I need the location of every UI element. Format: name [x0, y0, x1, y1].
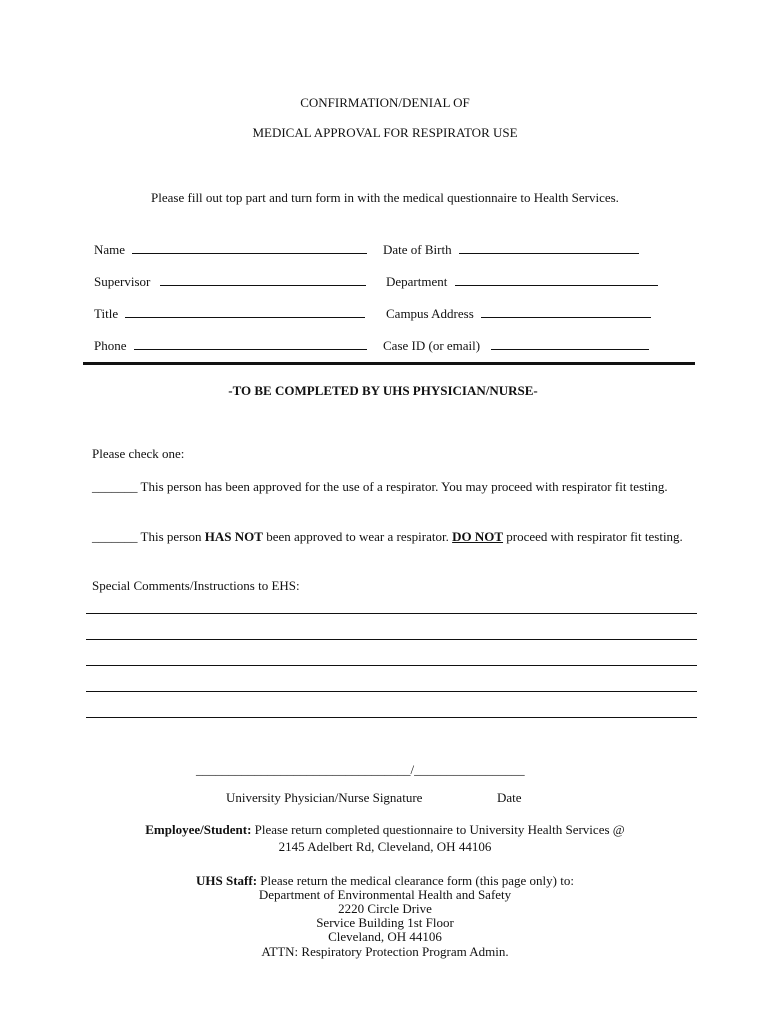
employee-address: 2145 Adelbert Rd, Cleveland, OH 44106	[278, 839, 492, 854]
approved-option-text: This person has been approved for the use of a respirator. You may proceed with respirator fit testing.	[137, 479, 668, 494]
staff-text: Please return the medical clearance form (this page only) to:	[257, 873, 574, 888]
comments-label: Special Comments/Instructions to EHS:	[92, 578, 300, 593]
not-approved-option[interactable]	[92, 528, 692, 546]
do-not-emphasis: DO NOT	[452, 529, 504, 544]
not-approved-text-post: proceed with respirator fit testing.	[503, 529, 683, 544]
campus-address-label: Campus Address	[386, 306, 474, 321]
has-not-emphasis: HAS NOT	[204, 529, 263, 544]
department-label: Department	[386, 274, 448, 289]
dob-input-line[interactable]	[459, 241, 639, 254]
ehs-department: Department of Environmental Health and Safety	[258, 887, 512, 902]
signature-date-line[interactable]: _________________________________/_________________	[196, 762, 525, 777]
campus-address-input-line[interactable]	[481, 305, 651, 318]
dob-label: Date of Birth	[383, 242, 452, 257]
department-field[interactable]	[386, 273, 658, 290]
case-id-field[interactable]	[383, 337, 649, 354]
date-label: Date	[497, 790, 522, 805]
title-label: Title	[94, 306, 119, 321]
comment-line-4[interactable]	[86, 691, 697, 692]
name-input-line[interactable]	[132, 241, 367, 254]
case-id-input-line[interactable]	[491, 337, 649, 350]
supervisor-label: Supervisor	[94, 274, 151, 289]
phone-label: Phone	[94, 338, 127, 353]
supervisor-field[interactable]	[94, 273, 366, 290]
form-title-line1: CONFIRMATION/DENIAL OF	[300, 95, 470, 110]
ehs-attn: ATTN: Respiratory Protection Program Admin.	[261, 944, 509, 959]
comment-line-3[interactable]	[86, 665, 697, 666]
ehs-city: Cleveland, OH 44106	[328, 929, 442, 944]
approved-option[interactable]	[92, 478, 692, 496]
not-approved-text-pre: This person	[137, 529, 205, 544]
check-one-label: Please check one:	[92, 446, 185, 461]
instructions-text: Please fill out top part and turn form in with the medical questionnaire to Health Services.	[151, 190, 619, 205]
approved-checkbox-blank[interactable]: _______	[92, 479, 138, 494]
physician-section-heading: -TO BE COMPLETED BY UHS PHYSICIAN/NURSE-	[228, 383, 538, 398]
section-divider	[83, 362, 695, 365]
employee-label: Employee/Student:	[145, 822, 252, 837]
employee-return-instructions	[0, 822, 770, 838]
comment-line-2[interactable]	[86, 639, 697, 640]
comment-line-1[interactable]	[86, 613, 697, 614]
not-approved-checkbox-blank[interactable]: _______	[92, 529, 138, 544]
title-input-line[interactable]	[125, 305, 365, 318]
supervisor-input-line[interactable]	[160, 273, 366, 286]
campus-address-field[interactable]	[386, 305, 651, 322]
ehs-street: 2220 Circle Drive	[338, 901, 432, 916]
title-field[interactable]	[94, 305, 365, 322]
name-field[interactable]	[94, 241, 367, 258]
name-label: Name	[94, 242, 126, 257]
phone-field[interactable]	[94, 337, 367, 354]
phone-input-line[interactable]	[134, 337, 367, 350]
ehs-building: Service Building 1st Floor	[316, 915, 454, 930]
department-input-line[interactable]	[455, 273, 658, 286]
dob-field[interactable]	[383, 241, 639, 258]
signature-label: University Physician/Nurse Signature	[226, 790, 423, 805]
employee-text: Please return completed questionnaire to University Health Services @	[251, 822, 625, 837]
form-title-line2: MEDICAL APPROVAL FOR RESPIRATOR USE	[252, 125, 518, 140]
staff-label: UHS Staff:	[196, 873, 258, 888]
comment-line-5[interactable]	[86, 717, 697, 718]
case-id-label: Case ID (or email)	[383, 338, 481, 353]
not-approved-text-mid: been approved to wear a respirator.	[262, 529, 453, 544]
